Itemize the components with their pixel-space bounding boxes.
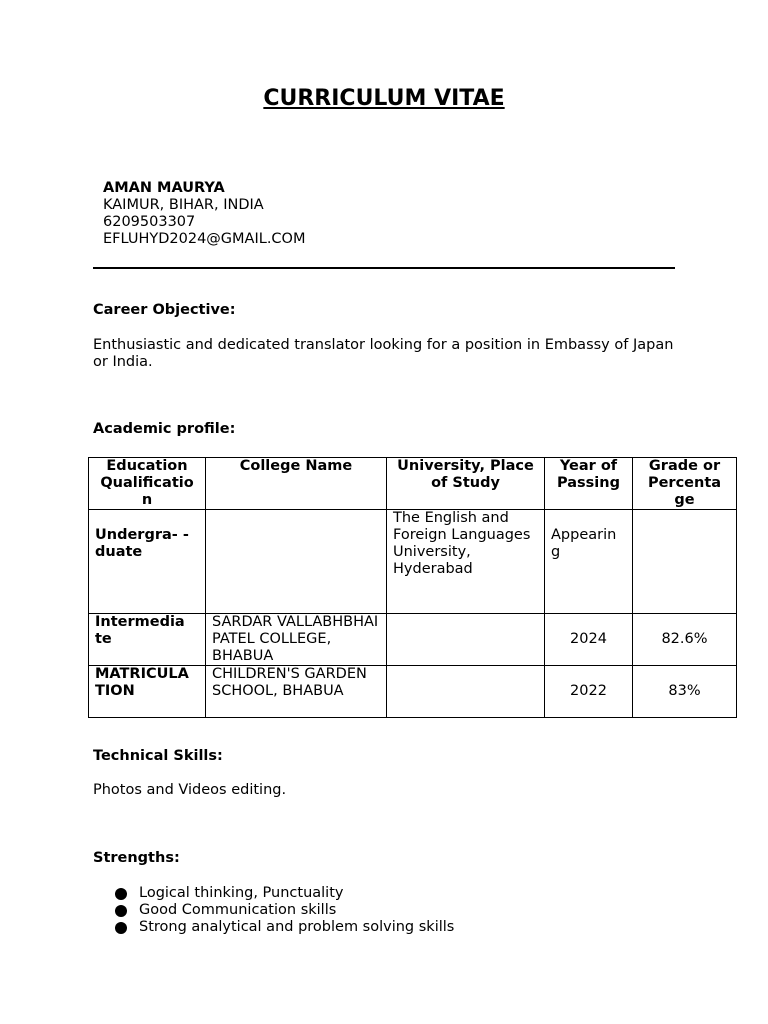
university-cell: The English and Foreign Languages University, Hyderabad bbox=[387, 510, 545, 614]
contact-block bbox=[103, 180, 305, 248]
grade-cell: 82.6% bbox=[633, 614, 737, 666]
list-item-label: Logical thinking, Punctuality bbox=[139, 885, 344, 901]
column-header: Year of Passing bbox=[545, 458, 633, 510]
career-objective-heading: Career Objective: bbox=[93, 302, 236, 318]
candidate-phone: 6209503307 bbox=[103, 214, 196, 230]
qualification-cell: Undergra- - duate bbox=[89, 510, 206, 614]
table-header-row bbox=[89, 458, 737, 510]
college-cell: SARDAR VALLABHBHAI PATEL COLLEGE, BHABUA bbox=[206, 614, 387, 666]
candidate-email: EFLUHYD2024@GMAIL.COM bbox=[103, 231, 306, 247]
university-cell bbox=[387, 614, 545, 666]
grade-cell bbox=[633, 510, 737, 614]
bullet-icon bbox=[115, 922, 127, 934]
list-item bbox=[115, 902, 454, 919]
college-cell bbox=[206, 510, 387, 614]
column-header: Grade or Percenta ge bbox=[633, 458, 737, 510]
list-item bbox=[115, 885, 454, 902]
academic-profile-heading: Academic profile: bbox=[93, 421, 236, 437]
year-cell: 2022 bbox=[545, 666, 633, 718]
technical-skills-text: Photos and Videos editing. bbox=[93, 782, 287, 798]
strengths-list bbox=[115, 885, 454, 936]
year-cell: Appearin g bbox=[545, 510, 633, 614]
header-divider bbox=[93, 267, 675, 269]
year-cell: 2024 bbox=[545, 614, 633, 666]
table-row bbox=[89, 510, 737, 614]
bullet-icon bbox=[115, 905, 127, 917]
candidate-name: AMAN MAURYA bbox=[103, 180, 225, 196]
document-title: CURRICULUM VITAE bbox=[263, 86, 505, 111]
bullet-icon bbox=[115, 888, 127, 900]
technical-skills-heading: Technical Skills: bbox=[93, 748, 223, 764]
grade-cell: 83% bbox=[633, 666, 737, 718]
career-objective-text: Enthusiastic and dedicated translator looking for a position in Embassy of Japan or India. bbox=[93, 337, 674, 370]
qualification-cell: MATRICULA TION bbox=[89, 666, 206, 718]
candidate-address: KAIMUR, BIHAR, INDIA bbox=[103, 197, 264, 213]
list-item bbox=[115, 919, 454, 936]
column-header: Education Qualificatio n bbox=[89, 458, 206, 510]
qualification-cell: Intermedia te bbox=[89, 614, 206, 666]
strengths-heading: Strengths: bbox=[93, 850, 180, 866]
table-row bbox=[89, 666, 737, 718]
university-cell bbox=[387, 666, 545, 718]
academic-table bbox=[88, 457, 737, 718]
column-header: University, Place of Study bbox=[387, 458, 545, 510]
college-cell: CHILDREN'S GARDEN SCHOOL, BHABUA bbox=[206, 666, 387, 718]
column-header: College Name bbox=[206, 458, 387, 510]
list-item-label: Strong analytical and problem solving skills bbox=[139, 919, 455, 935]
table-row bbox=[89, 614, 737, 666]
list-item-label: Good Communication skills bbox=[139, 902, 337, 918]
